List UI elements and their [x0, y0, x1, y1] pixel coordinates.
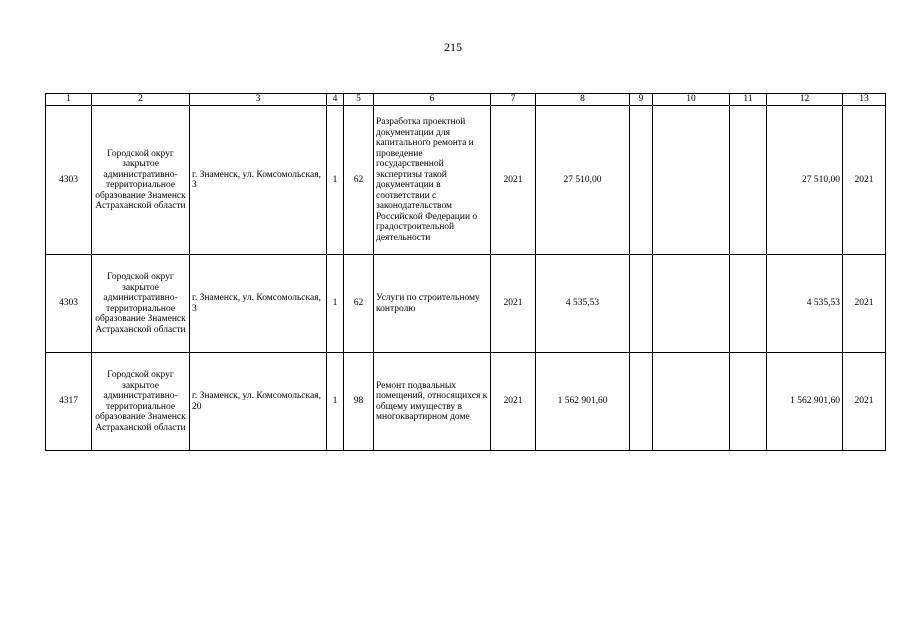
registry-table — [45, 93, 886, 451]
column-header: 11 — [730, 94, 767, 106]
address-cell: г. Знаменск, ул. Комсомольская, 3 — [190, 106, 327, 255]
col11-cell — [730, 353, 767, 451]
column-header: 8 — [536, 94, 630, 106]
page-number: 215 — [444, 40, 462, 54]
column-header: 1 — [46, 94, 92, 106]
column-header: 3 — [190, 94, 327, 106]
col9-cell — [630, 353, 653, 451]
col10-cell — [653, 255, 730, 353]
table-row — [46, 353, 886, 451]
total-cost-cell: 1 562 901,60 — [536, 353, 630, 451]
col13-cell: 2021 — [843, 106, 886, 255]
col10-cell — [653, 106, 730, 255]
total-cost-cell: 27 510,00 — [536, 106, 630, 255]
col12-cell: 27 510,00 — [767, 106, 843, 255]
col10-cell — [653, 353, 730, 451]
work-type-cell: Ремонт подвальных помещений, относящихся к общему имуществу в многоквартирном доме — [374, 353, 491, 451]
object-id-cell: 4303 — [46, 106, 92, 255]
year-cell: 2021 — [491, 106, 536, 255]
col9-cell — [630, 255, 653, 353]
column-header: 10 — [653, 94, 730, 106]
table-row — [46, 106, 886, 255]
col5-cell: 98 — [344, 353, 374, 451]
column-header: 9 — [630, 94, 653, 106]
col12-cell: 4 535,53 — [767, 255, 843, 353]
col4-cell: 1 — [327, 106, 344, 255]
col12-cell: 1 562 901,60 — [767, 353, 843, 451]
object-id-cell: 4317 — [46, 353, 92, 451]
col5-cell: 62 — [344, 106, 374, 255]
table-row — [46, 255, 886, 353]
col4-cell: 1 — [327, 255, 344, 353]
column-header: 12 — [767, 94, 843, 106]
column-header: 2 — [92, 94, 190, 106]
header-row — [46, 94, 886, 106]
column-header: 13 — [843, 94, 886, 106]
year-cell: 2021 — [491, 255, 536, 353]
year-cell: 2021 — [491, 353, 536, 451]
col13-cell: 2021 — [843, 353, 886, 451]
column-header: 7 — [491, 94, 536, 106]
municipality-cell: Городской округ закрытое административно-территориальное образование Знаменск Астраханской области — [92, 255, 190, 353]
object-id-cell: 4303 — [46, 255, 92, 353]
address-cell: г. Знаменск, ул. Комсомольская, 3 — [190, 255, 327, 353]
municipality-cell: Городской округ закрытое административно-территориальное образование Знаменск Астраханской области — [92, 106, 190, 255]
column-header: 4 — [327, 94, 344, 106]
col9-cell — [630, 106, 653, 255]
work-type-cell: Услуги по строительному контролю — [374, 255, 491, 353]
column-header: 6 — [374, 94, 491, 106]
address-cell: г. Знаменск, ул. Комсомольская, 20 — [190, 353, 327, 451]
total-cost-cell: 4 535,53 — [536, 255, 630, 353]
col4-cell: 1 — [327, 353, 344, 451]
col11-cell — [730, 106, 767, 255]
col5-cell: 62 — [344, 255, 374, 353]
work-type-cell: Разработка проектной документации для капитального ремонта и проведение государственной экспертизы такой документации в соответствии с законодательством Российской Федерации о градостроительной деятельности — [374, 106, 491, 255]
col11-cell — [730, 255, 767, 353]
column-header: 5 — [344, 94, 374, 106]
col13-cell: 2021 — [843, 255, 886, 353]
municipality-cell: Городской округ закрытое административно-территориальное образование Знаменск Астраханской области — [92, 353, 190, 451]
